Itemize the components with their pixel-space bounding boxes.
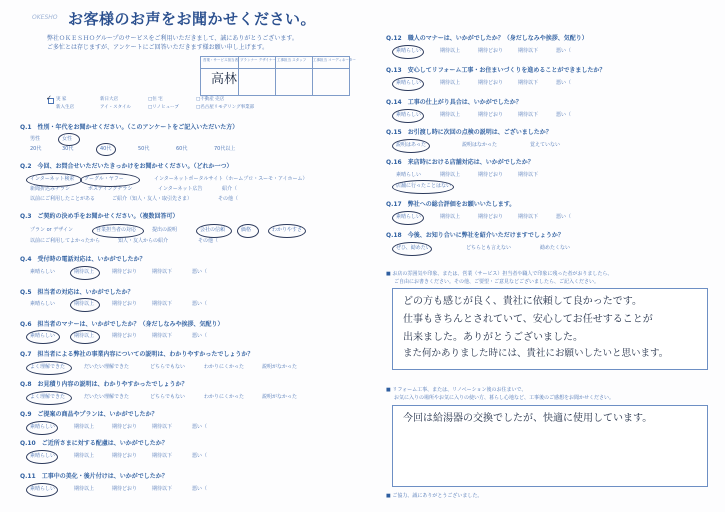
question-8: Q.8 お見積り内容の説明は、わかりやすかったでしょうか？ — [20, 381, 188, 388]
option[interactable]: 悪い（ — [192, 486, 208, 492]
option[interactable]: わかりにくかった — [204, 364, 245, 370]
answer-circle — [392, 180, 454, 194]
option[interactable]: 以前にご利用してよかったから — [30, 238, 101, 244]
option[interactable]: わかりやすさ — [272, 227, 303, 233]
option[interactable]: わかりにくかった — [204, 394, 245, 400]
option[interactable]: ぜひ、勧めたい — [396, 245, 431, 251]
answer-circle — [26, 421, 58, 435]
option[interactable]: 勧めたくない — [540, 245, 571, 251]
category-label: 実 家 — [56, 97, 67, 102]
option[interactable]: 素晴らしい — [396, 48, 422, 54]
option[interactable]: 悪い（ — [192, 453, 208, 459]
option[interactable]: 期待以下 — [152, 301, 173, 307]
answer-circle — [392, 109, 424, 123]
question-16: Q.16 来店時における店舗対応は、いかがでしたか？ — [386, 159, 534, 166]
option[interactable]: 素晴らしい — [30, 486, 56, 492]
answer-circle — [26, 391, 72, 405]
option[interactable]: 期待以上 — [74, 424, 95, 430]
comment-text-line: また何かありました時には、貴社にお願いしたいと思います。 — [403, 348, 669, 359]
option[interactable]: 悪い（ — [556, 80, 572, 86]
option[interactable]: 期待どおり — [112, 424, 138, 430]
option[interactable]: 価格 — [241, 227, 252, 233]
option[interactable]: 期待以下 — [518, 214, 539, 220]
answer-circle — [392, 242, 432, 256]
staff-header-4: 工事担当 コーディネーター — [313, 58, 356, 62]
staff-name-handwritten: 高林 — [211, 72, 238, 87]
option[interactable]: 素晴らしい — [30, 453, 56, 459]
option[interactable]: 知人・友人からの紹介 — [118, 238, 169, 244]
option[interactable]: 期待どおり — [112, 269, 138, 275]
question-6: Q.6 担当者のマナーは、いかがでしたか？（身だしなみや挨拶、気配り） — [20, 321, 224, 328]
footer-thanks: ■ ご協力、誠にありがとうございました。 — [386, 493, 483, 499]
question-9: Q.9 ご提案の商品やプランは、いかがでしたか？ — [20, 411, 158, 418]
option[interactable]: ご紹介（知人・友人・取引先さま） — [112, 196, 193, 202]
option[interactable]: 提出の説明 — [152, 227, 178, 233]
comment2-prompt-1: ■ リフォーム工事、または、リノベーション後のお住まいで、 — [386, 387, 527, 393]
option[interactable]: 営業担当者の対応 — [96, 227, 137, 233]
question-1: Q.1 性別・年代をお聞かせください。（このアンケートをご記入いただいた方） — [20, 124, 239, 131]
option[interactable]: 期待どおり — [478, 80, 504, 86]
option[interactable]: 素晴らしい — [30, 301, 56, 307]
option[interactable]: インターネット広告 — [158, 186, 203, 192]
option[interactable]: どちらとも言えない — [466, 245, 512, 251]
option[interactable]: グーグル・ヤフー — [84, 176, 124, 182]
answer-circle — [26, 173, 82, 187]
option[interactable]: だいたい理解できた — [84, 364, 130, 370]
question-17: Q.17 弊社への総合評価をお願いいたします。 — [386, 201, 516, 208]
option[interactable]: 期待以上 — [74, 269, 95, 275]
comment-prompt-2: ご自由にお書きください。その他、ご要望・ご意見などございましたら、ご記入ください。 — [394, 279, 600, 285]
option[interactable]: 期待どおり — [112, 333, 138, 339]
option[interactable]: 悪い（ — [192, 333, 208, 339]
option[interactable]: その他（ — [218, 196, 239, 202]
option[interactable]: 説明はなかった — [462, 142, 498, 148]
answer-circle — [392, 211, 424, 225]
option[interactable]: 以前にご利用したことがある — [30, 196, 96, 202]
option[interactable]: 期待以下 — [518, 112, 539, 118]
option[interactable]: だいたい理解できた — [84, 394, 130, 400]
option[interactable]: 期待どおり — [112, 301, 138, 307]
staff-table — [200, 56, 356, 96]
option[interactable]: 期待以下 — [518, 48, 539, 54]
category-label: アイ・スタイル — [100, 105, 132, 110]
answer-circle — [26, 483, 58, 497]
option[interactable]: 悪い（ — [192, 424, 208, 430]
question-15: Q.15 お引渡し時に次回の点検の説明は、ございましたか？ — [386, 129, 552, 136]
staff-header-1: 営業・サービス担当者 — [203, 58, 238, 62]
answer-circle — [392, 77, 424, 91]
option[interactable]: 会社の信頼 — [200, 227, 226, 233]
category-label: □リノヒューブ — [148, 105, 179, 110]
option[interactable]: 期待以上 — [74, 453, 95, 459]
option[interactable]: 期待以上 — [440, 112, 461, 118]
answer-circle — [58, 133, 80, 146]
question-7: Q.7 担当者による弊社の事業内容についての説明は、わかりやすかったでしょうか？ — [20, 351, 254, 358]
category-label: □不動産 売店 — [196, 97, 225, 102]
option[interactable]: 期待以上 — [74, 486, 95, 492]
comment-prompt-1: ■ お店の雰囲気や印象、または、営業（サービス）担当者や職人で印象に残った者がおりましたら、 — [386, 271, 613, 277]
option[interactable]: 男性 — [30, 136, 41, 142]
question-13: Q.13 安心してリフォーム工事・お住まいづくりを進めることができましたか？ — [386, 67, 606, 74]
answer-circle — [26, 330, 60, 344]
page-title: お客様のお声をお聞かせください。 — [68, 10, 317, 28]
answer-circle — [237, 224, 259, 238]
option[interactable]: どちらでもない — [150, 364, 185, 370]
option[interactable]: 期待どおり — [478, 172, 504, 178]
category-label: □住 宅 — [148, 97, 163, 102]
option[interactable]: 50代 — [138, 146, 150, 152]
option[interactable]: よく理解できた — [30, 394, 66, 400]
category-label: 新日大店 — [100, 97, 118, 102]
comment-text-line: どの方も感じが良く、貴社に依頼して良かったです。 — [403, 296, 642, 307]
option[interactable]: 期待以下 — [152, 424, 173, 430]
option[interactable]: 60代 — [176, 146, 188, 152]
option[interactable]: 期待以下 — [152, 333, 173, 339]
option[interactable]: 期待どおり — [112, 486, 138, 492]
option[interactable]: 悪い（ — [192, 269, 208, 275]
option[interactable]: その他（ — [198, 238, 219, 244]
option[interactable]: 新聞折込みチラシ — [30, 186, 71, 192]
comment-text-line: 仕事もきちんとされていて、安心してお任せすることが — [403, 314, 653, 325]
option[interactable]: 素晴らしい — [396, 172, 422, 178]
comment-box-2[interactable] — [392, 405, 708, 487]
option[interactable]: インターネットポータルサイト（ホームプロ・スーモ・アイホーム） — [154, 176, 308, 182]
option[interactable]: 20代 — [30, 146, 42, 152]
option[interactable]: 説明がなかった — [262, 364, 298, 370]
answer-circle — [26, 450, 58, 464]
category-label: 新入生店 — [56, 105, 74, 110]
question-2: Q.2 今回、お問合せいただいたきっかけをお聞かせください。（どれか一つ） — [20, 163, 233, 170]
option[interactable]: どちらでもない — [150, 394, 185, 400]
option[interactable]: 期待以上 — [74, 301, 95, 307]
answer-circle — [96, 143, 116, 156]
option[interactable]: 悪い（ — [556, 112, 572, 118]
option[interactable]: 期待以下 — [518, 80, 539, 86]
option[interactable]: 期待以上 — [440, 214, 461, 220]
option[interactable]: 素晴らしい — [30, 333, 56, 339]
question-5: Q.5 担当者の対応は、いかがでしたか？ — [20, 289, 134, 296]
answer-circle — [70, 330, 100, 344]
option[interactable]: 悪い（ — [556, 214, 572, 220]
question-3: Q.3 ご契約の決め手をお聞かせください。（複数回答可） — [20, 213, 179, 220]
question-14: Q.14 工事の仕上がり具合は、いかがでしたか？ — [386, 99, 522, 106]
option[interactable]: 紹介（ — [222, 186, 238, 192]
question-11: Q.11 工事中の美化・後片付けは、いかがでしたか？ — [20, 473, 168, 480]
staff-header-3: 工事担当 スタッフ — [277, 58, 307, 62]
answer-circle — [268, 224, 306, 238]
logo: OKESHO — [32, 14, 58, 21]
question-10: Q.10 ご近所さまに対する配慮は、いかがでしたか？ — [20, 440, 168, 447]
comment-box-1[interactable] — [392, 288, 708, 370]
option[interactable]: 説明はあった — [396, 142, 426, 148]
answer-circle — [70, 266, 100, 280]
option[interactable]: 期待以上 — [440, 80, 461, 86]
option[interactable]: 期待どおり — [112, 453, 138, 459]
staff-header-2: プランナー デザイナー — [240, 58, 276, 62]
answer-circle — [26, 361, 72, 375]
comment2-prompt-2: お気に入りの場所やお気に入りの使い方、暮らし心地など、工事後のご感想をお聞かせください。 — [394, 395, 615, 401]
intro-line-2: ご多忙とは存じますが、アンケートにご回答いただきます様お願い申し上げます。 — [47, 44, 269, 51]
option[interactable]: 期待以上 — [74, 333, 95, 339]
option[interactable]: 素晴らしい — [396, 214, 422, 220]
option[interactable]: 40代 — [100, 146, 112, 152]
option[interactable]: 70代以上 — [214, 146, 236, 152]
option[interactable]: 期待以下 — [152, 486, 173, 492]
category-label: □名古屋リモデリング事業部 — [196, 105, 255, 110]
check-mark-icon: ✓ — [46, 94, 52, 102]
option[interactable]: 期待以上 — [440, 172, 461, 178]
option[interactable]: よく理解できた — [30, 364, 66, 370]
option[interactable]: 30代 — [62, 146, 74, 152]
option[interactable]: インターネット検索 — [30, 176, 75, 182]
question-4: Q.4 受付時の電話対応は、いかがでしたか？ — [20, 256, 146, 263]
option[interactable]: 素晴らしい — [30, 269, 56, 275]
question-18: Q.18 今後、お知り合いに弊社を紹介いただけますでしょうか？ — [386, 232, 564, 239]
question-12: Q.12 職人のマナーは、いかがでしたか？（身だしなみや挨拶、気配り） — [386, 35, 588, 42]
option[interactable]: 悪い（ — [192, 301, 208, 307]
answer-circle — [70, 298, 100, 312]
option[interactable]: ポスティングチラシ — [88, 186, 133, 192]
option[interactable]: 素晴らしい — [396, 112, 422, 118]
option[interactable]: 女性 — [62, 136, 73, 142]
option[interactable]: 期待どおり — [478, 112, 504, 118]
option[interactable]: 店舗に行ったことはない — [396, 183, 452, 189]
answer-circle — [196, 224, 232, 238]
option[interactable]: 期待どおり — [478, 48, 504, 54]
option[interactable]: 期待以下 — [152, 269, 173, 275]
option[interactable]: 説明がなかった — [262, 394, 298, 400]
intro-line-1: 弊社ＯＫＥＳＨＯグループのサービスをご利用いただきまして、誠にありがとうございます。 — [47, 35, 298, 42]
answer-circle — [92, 224, 144, 238]
option[interactable]: 期待どおり — [478, 214, 504, 220]
option[interactable]: 期待以下 — [152, 453, 173, 459]
comment-text-line: 今回は給湯器の交換でしたが、快適に使用しています。 — [403, 413, 653, 424]
option[interactable]: 素晴らしい — [30, 424, 56, 430]
option[interactable]: 期待以上 — [440, 48, 461, 54]
option[interactable]: 悪い（ — [556, 48, 572, 54]
answer-circle — [392, 45, 424, 59]
comment-text-line: 出来ました。ありがとうございました。 — [403, 332, 583, 343]
option[interactable]: 素晴らしい — [396, 80, 422, 86]
answer-circle — [392, 139, 430, 153]
answer-circle — [80, 173, 140, 187]
option[interactable]: プラン or デザイン — [30, 227, 73, 233]
option[interactable]: 期待以下 — [518, 172, 539, 178]
option[interactable]: 覚えていない — [530, 142, 561, 148]
